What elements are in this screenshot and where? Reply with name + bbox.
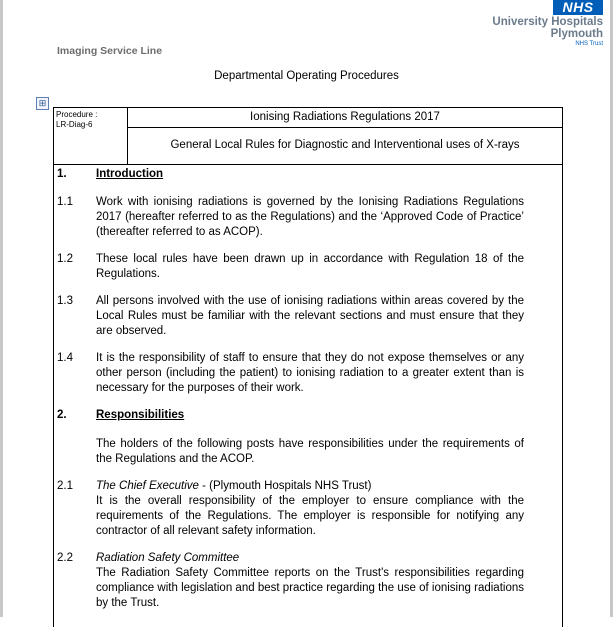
- service-line-label: Imaging Service Line: [57, 45, 163, 57]
- section-title: Responsibilities: [96, 409, 185, 421]
- responsibilities-intro: The holders of the following posts have responsibilities under the requirements of the Regulations and the ACOP.: [96, 438, 524, 465]
- clause-body: [96, 551, 524, 611]
- clause-body: [96, 479, 524, 539]
- clause-number: 2.1: [57, 480, 73, 492]
- clause-text: All persons involved with the use of ionising radiations within areas covered by the Local Rules must be familiar with the relevant sections and must ensure that they are observed.: [96, 295, 524, 337]
- clause-text: Work with ionising radiations is governed by the Ionising Radiations Regulations 2017 (hereafter referred to as the Regulations) and the ‘Approved Code of Practice’ (thereafter referred to as ACOP).: [96, 196, 524, 238]
- window-left-edge: [0, 0, 3, 617]
- procedure-cell: [54, 108, 128, 165]
- procedure-code: LR-Diag-6: [56, 120, 93, 129]
- clause-title: The Chief Executive: [96, 480, 199, 492]
- section-title: Introduction: [96, 168, 164, 180]
- clause-number: 1.1: [57, 196, 73, 208]
- regulation-title: Ionising Radiations Regulations 2017: [128, 108, 562, 128]
- clause-title-suffix: - (Plymouth Hospitals NHS Trust): [198, 480, 372, 492]
- document-title: Departmental Operating Procedures: [214, 70, 399, 82]
- clause-text: The Radiation Safety Committee reports on the Trust's responsibilities regarding compliance with legislation and best practice regarding the use of ionising radiations by the Trust.: [96, 567, 524, 609]
- clause-number: 2.2: [57, 552, 73, 564]
- clause-text: It is the responsibility of staff to ensure that they do not expose themselves or any other person (including the patient) to ionising radiation to a greater extent than is necessary for the purposes of their work.: [96, 352, 524, 394]
- clause-text: These local rules have been drawn up in accordance with Regulation 18 of the Regulations.: [96, 253, 524, 280]
- clause-text: It is the overall responsibility of the employer to ensure compliance with the requirements of the Regulations. The employer is responsible for notifying any contractor of all relevant safety information.: [96, 495, 524, 537]
- trust-name: [492, 16, 603, 48]
- trust-name-line3: NHS Trust: [575, 41, 603, 47]
- table-move-handle-icon[interactable]: ⊞: [36, 97, 49, 110]
- clause-number: 1.2: [57, 253, 73, 265]
- clause-number: 1.4: [57, 352, 73, 364]
- local-rules-title: General Local Rules for Diagnostic and Interventional uses of X-rays: [128, 128, 562, 165]
- procedure-label: Procedure :: [56, 110, 98, 119]
- trust-name-line1: University Hospitals: [492, 16, 603, 28]
- section-number: 2.: [57, 409, 67, 421]
- clause-title: Radiation Safety Committee: [96, 552, 240, 564]
- procedure-table: [53, 107, 563, 627]
- section-number: 1.: [57, 168, 67, 180]
- clause-number: 1.3: [57, 295, 73, 307]
- nhs-logo: NHS: [553, 0, 603, 15]
- trust-name-line2: Plymouth: [550, 28, 603, 40]
